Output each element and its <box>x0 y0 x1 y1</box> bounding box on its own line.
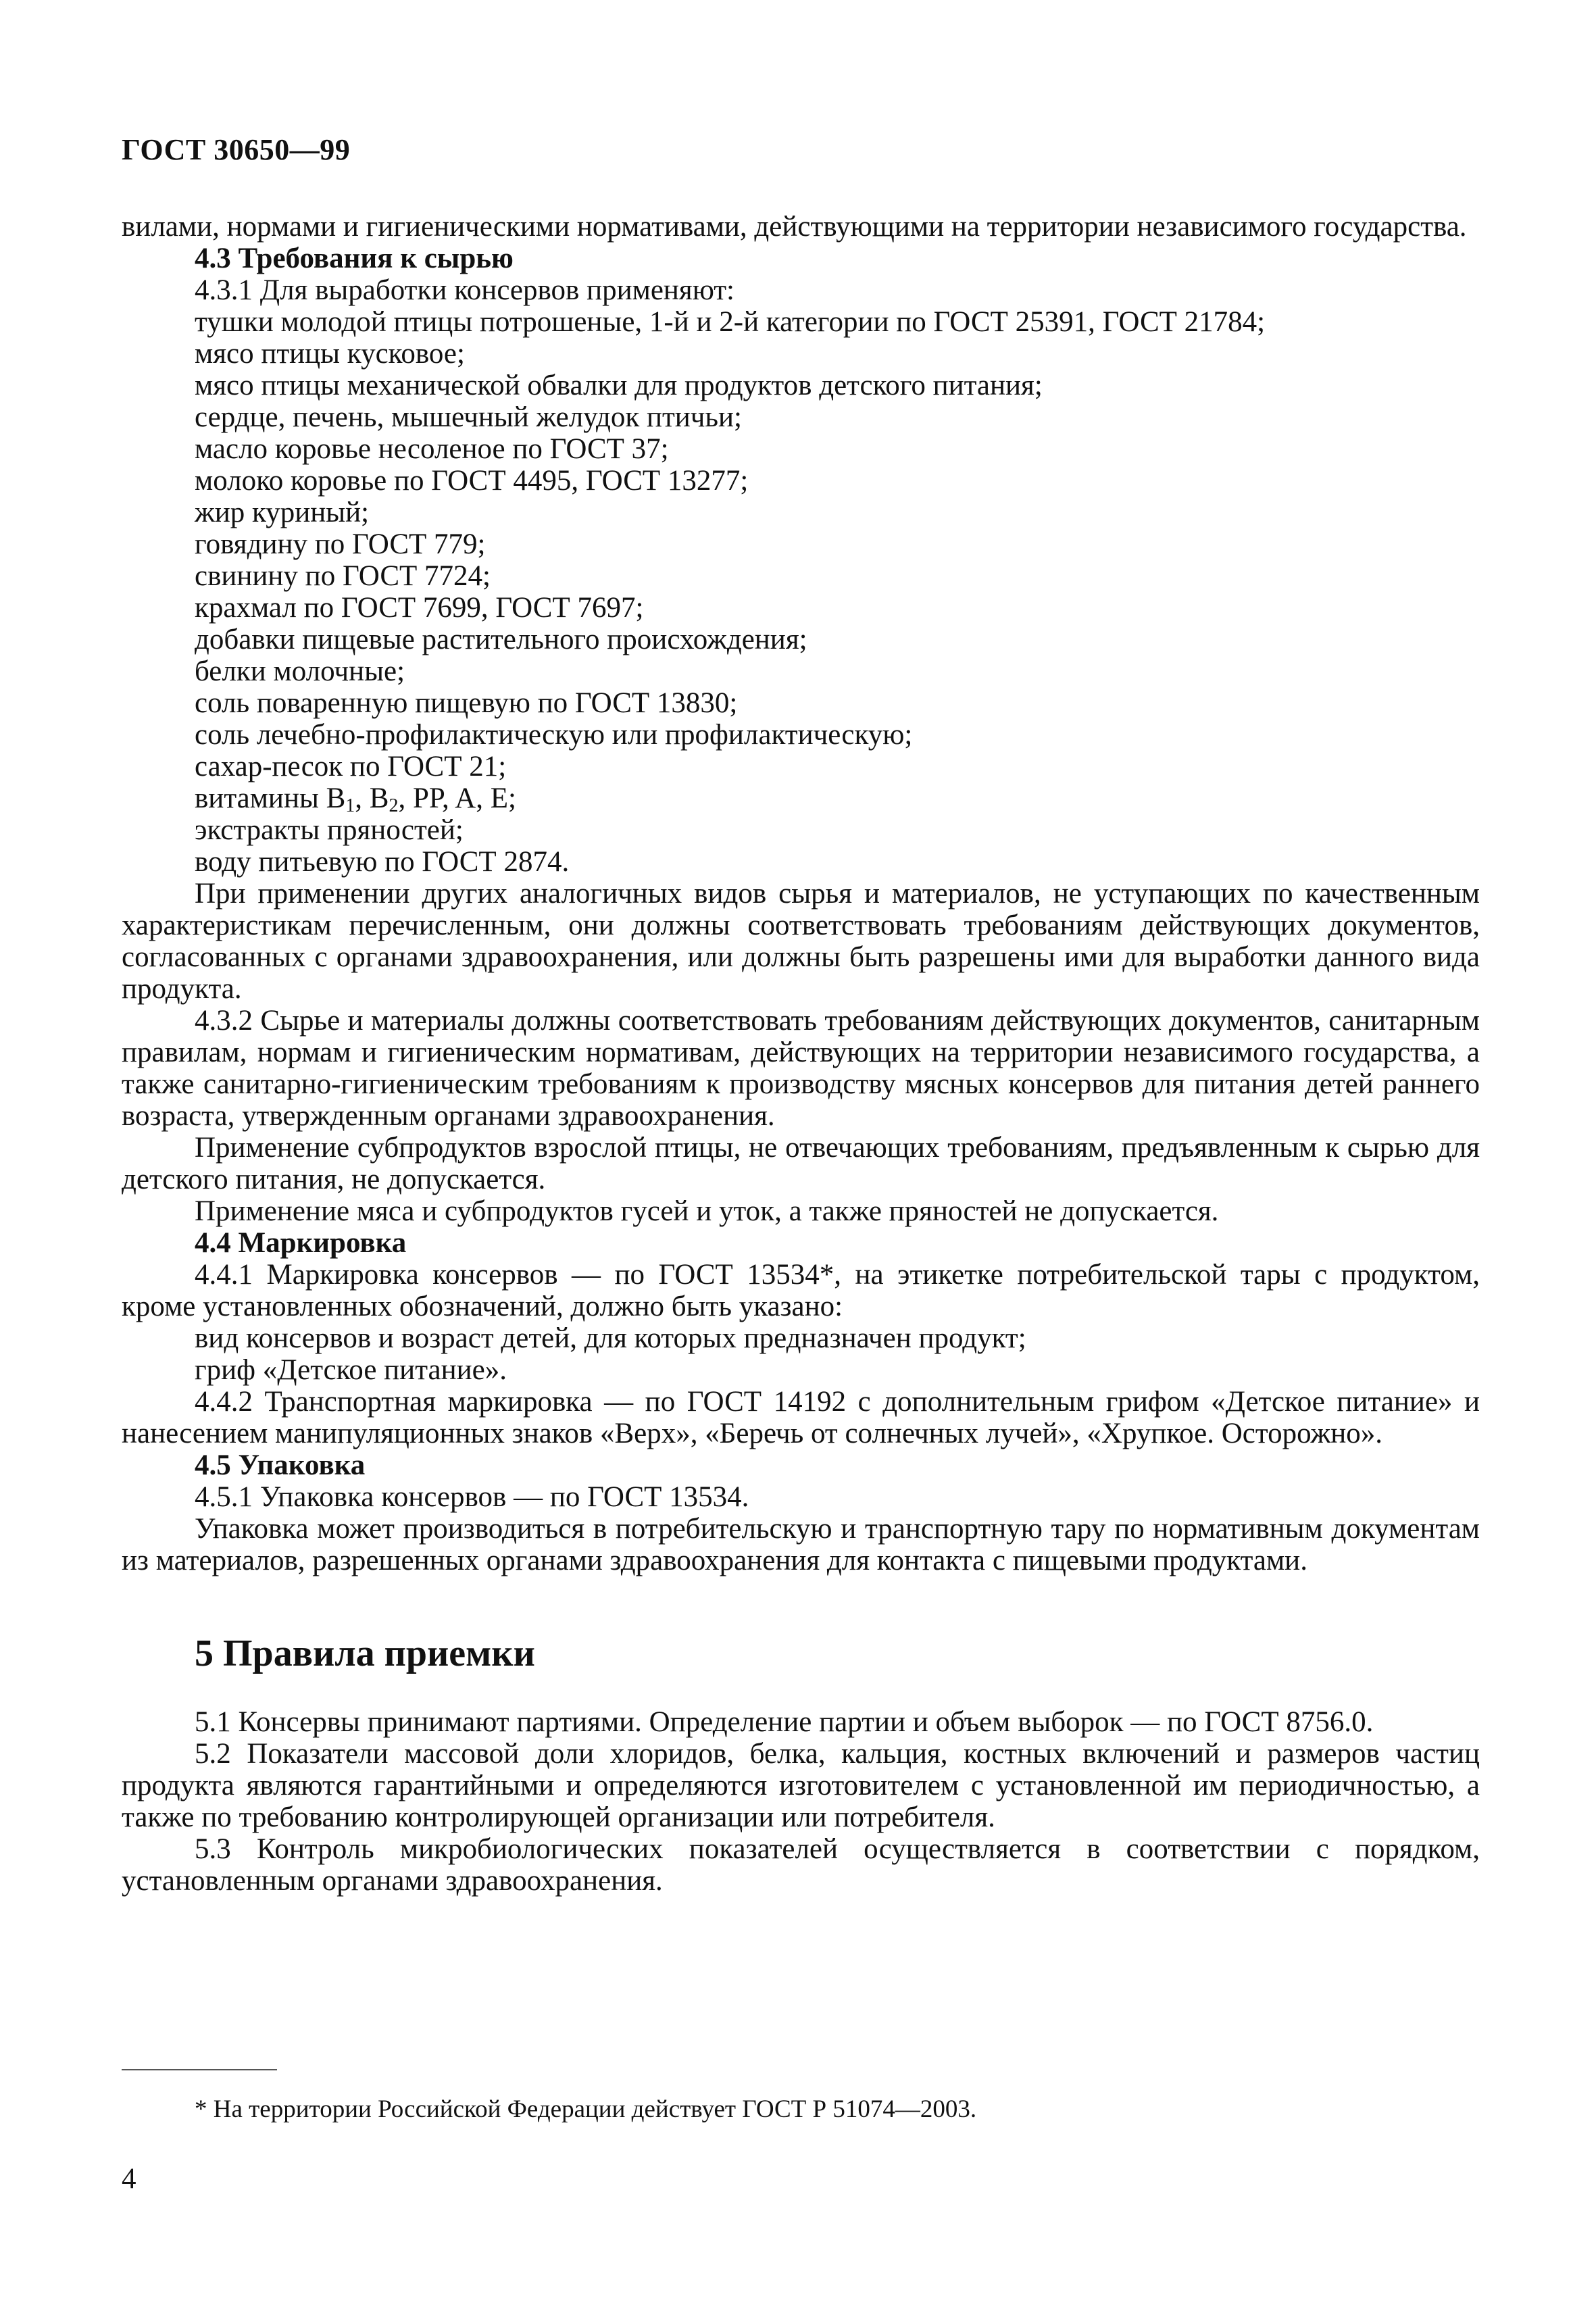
paragraph-other-materials: При применении других аналогичных видов сырья и материалов, не уступающих по качественным характеристикам перечисленным, они должны соответствовать требованиям действующих документов, согласованных с органами здравоохранения, или должны быть разрешены ими для выработки данного вида продукта. <box>122 878 1480 1005</box>
list-item: молоко коровье по ГОСТ 4495, ГОСТ 13277; <box>195 465 749 497</box>
vitamins-suffix: , PP, A, E; <box>398 782 516 814</box>
list-item: соль поваренную пищевую по ГОСТ 13830; <box>195 687 738 719</box>
list-item: масло коровье несоленое по ГОСТ 37; <box>195 433 669 465</box>
page-number: 4 <box>122 2163 136 2195</box>
list-item: соль лечебно-профилактическую или профилактическую; <box>195 719 913 751</box>
clause-4-3-2: 4.3.2 Сырье и материалы должны соответствовать требованиям действующих документов, санитарным правилам, нормам и гигиеническим нормативам, действующих на территории независимого государства, а также санитарно-гигиеническим требованиям к производству мясных консервов для питания детей раннего возраста, утвержденным органами здравоохранения. <box>122 1005 1480 1132</box>
list-item: добавки пищевые растительного происхождения; <box>195 624 807 655</box>
vitamins-prefix: витамины B <box>195 782 346 814</box>
intro-paragraph: вилами, нормами и гигиеническими нормативами, действующими на территории независимого государства. <box>122 211 1467 243</box>
list-item: говядину по ГОСТ 779; <box>195 528 486 560</box>
list-item: крахмал по ГОСТ 7699, ГОСТ 7697; <box>195 592 644 624</box>
list-item: экстракты пряностей; <box>195 814 464 846</box>
clause-5-1: 5.1 Консервы принимают партиями. Определение партии и объем выборок — по ГОСТ 8756.0. <box>195 1706 1374 1738</box>
list-item: свинину по ГОСТ 7724; <box>195 560 491 592</box>
vitamins-mid: , B <box>355 782 389 814</box>
list-item: тушки молодой птицы потрошеные, 1-й и 2-й категории по ГОСТ 25391, ГОСТ 21784; <box>195 306 1266 338</box>
footnote: * На территории Российской Федерации действует ГОСТ Р 51074—2003. <box>195 2095 977 2123</box>
clause-4-4-2: 4.4.2 Транспортная маркировка — по ГОСТ 14192 с дополнительным грифом «Детское питание» и нанесением манипуляционных знаков «Верх», «Беречь от солнечных лучей», «Хрупкое. Осторожно». <box>122 1386 1480 1449</box>
document-header: ГОСТ 30650—99 <box>122 133 351 166</box>
clause-4-4-1: 4.4.1 Маркировка консервов — по ГОСТ 13534*, на этикетке потребительской тары с продуктом, кроме установленных обозначений, должно быть указано: <box>122 1259 1480 1322</box>
section-5-heading: 5 Правила приемки <box>195 1633 535 1674</box>
list-item: мясо птицы кусковое; <box>195 338 465 370</box>
clause-5-2: 5.2 Показатели массовой доли хлоридов, белка, кальция, костных включений и размеров частиц продукта являются гарантийными и определяются изготовителем с установленной им периодичностью, а также по требованию контролирующей организации или потребителя. <box>122 1738 1480 1833</box>
section-4-5-heading: 4.5 Упаковка <box>195 1449 366 1481</box>
list-item: сердце, печень, мышечный желудок птичьи; <box>195 401 742 433</box>
list-item: сахар-песок по ГОСТ 21; <box>195 751 507 782</box>
list-item: жир куриный; <box>195 497 370 528</box>
section-4-4-heading: 4.4 Маркировка <box>195 1227 407 1259</box>
list-item: гриф «Детское питание». <box>195 1354 507 1386</box>
clause-5-3: 5.3 Контроль микробиологических показателей осуществляется в соответствии с порядком, установленным органами здравоохранения. <box>122 1833 1480 1897</box>
list-item: воду питьевую по ГОСТ 2874. <box>195 846 570 878</box>
list-item: белки молочные; <box>195 655 405 687</box>
paragraph-geese-ducks: Применение мяса и субпродуктов гусей и уток, а также пряностей не допускается. <box>195 1195 1219 1227</box>
vitamin-b2-subscript: 2 <box>389 795 399 816</box>
clause-4-3-1: 4.3.1 Для выработки консервов применяют: <box>195 274 734 306</box>
vitamin-b1-subscript: 1 <box>345 795 355 816</box>
document-body <box>122 211 1480 1897</box>
list-item: вид консервов и возраст детей, для которых предназначен продукт; <box>195 1322 1026 1354</box>
clause-4-5-1: 4.5.1 Упаковка консервов — по ГОСТ 13534. <box>195 1481 749 1513</box>
paragraph-subproducts: Применение субпродуктов взрослой птицы, не отвечающих требованиям, предъявленным к сырью для детского питания, не допускается. <box>122 1132 1480 1195</box>
list-item: мясо птицы механической обвалки для продуктов детского питания; <box>195 370 1043 401</box>
paragraph-packaging: Упаковка может производиться в потребительскую и транспортную тару по нормативным документам из материалов, разрешенных органами здравоохранения для контакта с пищевыми продуктами. <box>122 1513 1480 1576</box>
list-item-vitamins <box>122 782 1480 814</box>
footnote-divider <box>122 2069 277 2070</box>
section-4-3-heading: 4.3 Требования к сырью <box>195 243 514 274</box>
